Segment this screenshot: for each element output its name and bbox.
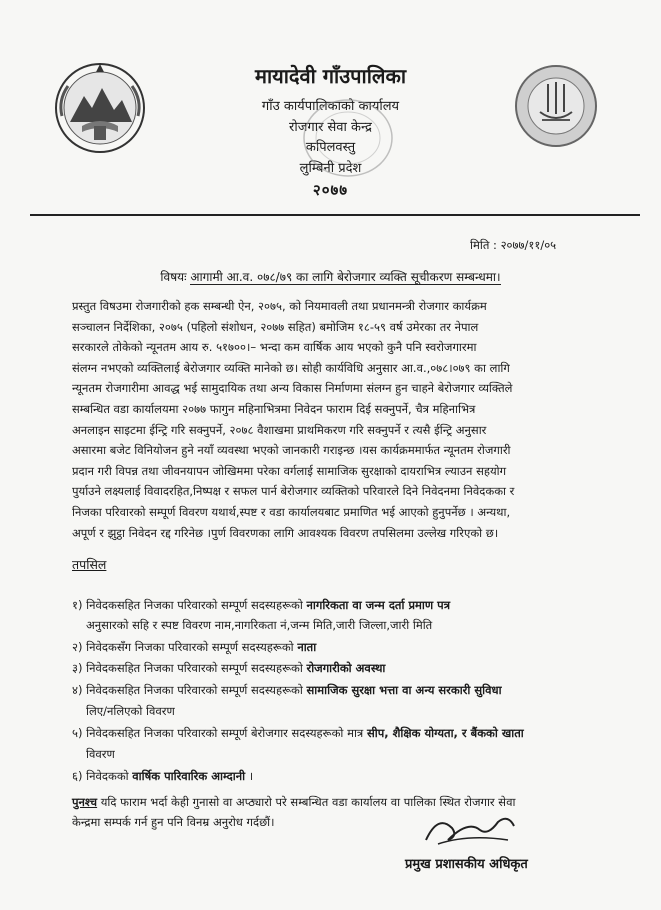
subject-label: विषयः bbox=[160, 270, 187, 284]
municipality-name: मायादेवी गाँउपालिका bbox=[254, 64, 407, 88]
list-item: ४) निवेदकसहित निजका परिवारको सम्पूर्ण सदस्यहरूको सामाजिक सुरक्षा भत्ता वा अन्य सरकारी सुविधा bbox=[72, 683, 502, 697]
subject-line bbox=[0, 268, 661, 285]
body-line: असारमा बजेट विनियोजन हुने नयाँ व्यवस्था भएको जानकारी गराइन्छ ।यस कार्यक्रममार्फत न्यूनतम रोजगारी bbox=[72, 443, 511, 458]
list-item-continuation: अनुसारको सहि र स्पष्ट विवरण नाम,नागरिकता नं,जन्म मिति,जारी जिल्ला,जारी मिति bbox=[86, 618, 433, 632]
list-item: ५) निवेदकसहित निजका परिवारको सम्पूर्ण बेरोजगार सदस्यहरूको मात्र सीप, शैक्षिक योग्यता, र बैंकको खाता bbox=[72, 726, 524, 740]
postscript-label: पुनश्च bbox=[72, 795, 98, 809]
body-line: सञ्चालन निर्देशिका, २०७५ (पहिलो संशोधन, २०७७ सहित) बमोजिम १८-५९ वर्ष उमेरका तर नेपाल bbox=[72, 319, 479, 334]
list-item-continuation: विवरण bbox=[86, 747, 115, 761]
list-item-continuation: लिए/नलिएको विवरण bbox=[86, 704, 175, 718]
body-line: संलग्न नभएको व्यक्तिलाई बेरोजगार व्यक्ति मानेको छ। सोही कार्यविधि अनुसार आ.व.,०७८।०७९ का लागि bbox=[72, 360, 510, 375]
office-name: गाँउ कार्यपालिकाको कार्यालय bbox=[261, 99, 400, 114]
body-line: सरकारले तोकेको न्यूनतम आय रु. ५१७००।– भन्दा कम वार्षिक आय भएको कुनै पनि स्वरोजगारमा bbox=[72, 340, 477, 355]
postscript-line: केन्द्रमा सम्पर्क गर्न हुन पनि विनम्र अनुरोध गर्दछौं। bbox=[72, 815, 275, 829]
center-name: रोजगार सेवा केन्द्र bbox=[289, 120, 372, 135]
place-name: कपिलवस्तु bbox=[305, 140, 356, 155]
body-line: प्रदान गरी विपन्न तथा जीवनयापन जोखिममा परेका वर्गलाई सामाजिक सुरक्षाको दायराभित्र ल्याउन सहयोग bbox=[72, 463, 507, 478]
body-line: पुर्याउने लक्ष्यलाई विवादरहित,निष्पक्ष र सफल पार्न बेरोजगार व्यक्तिको परिवारले दिने निवेदनमा निवेदकका र bbox=[72, 484, 515, 499]
annex-title: तपसिल bbox=[72, 557, 107, 572]
letter-date: मिति : २०७७/११/०५ bbox=[470, 238, 557, 252]
body-line: न्यूनतम रोजगारीमा आवद्ध भई सामुदायिक तथा अन्य विकास निर्माणमा संलग्न हुन चाहने बेरोजगार व्यक्तिले bbox=[72, 381, 513, 396]
subject-text: आगामी आ.व. ०७८/७९ का लागि बेरोजगार व्यक्ति सूचीकरण सम्बन्धमा। bbox=[190, 270, 501, 284]
header-divider bbox=[30, 214, 640, 216]
body-line: अनलाइन साइटमा ईन्ट्रि गरि सक्नुपर्ने, २०७८ वैशाखमा प्राथमिकरण गरि सक्नुपर्ने र त्यसै ईन्ट्रि अनुसार bbox=[72, 422, 487, 437]
body-line: सम्बन्धित वडा कार्यालयमा २०७७ फागुन महिनाभित्रमा निवेदन फाराम दिई सक्नुपर्ने, चैत्र महिनाभित्र bbox=[72, 401, 476, 416]
body-line: प्रस्तुत विषउमा रोजगारीको हक सम्बन्धी ऐन, २०७५, को नियमावली तथा प्रधानमन्त्री रोजगार कार्यक्रम bbox=[72, 299, 487, 313]
header-year: २०७७ bbox=[312, 181, 349, 199]
body-line: अपूर्ण र झुट्ठा निवेदन रद्द गरिनेछ ।पुर्ण विवरणका लागि आवश्यक विवरण तपसिलमा उल्लेख गरिएको छ। bbox=[72, 525, 499, 540]
list-item: ३) निवेदकसहित निजका परिवारको सम्पूर्ण सदस्यहरूको रोजगारीको अवस्था bbox=[72, 661, 386, 675]
office-stamp bbox=[300, 96, 396, 180]
body-line: निजका परिवारको सम्पूर्ण विवरण यथार्थ,स्पष्ट र वडा कार्यालयबाट प्रमाणित भई आएको हुनुपर्नेछ । अन्यथा, bbox=[72, 504, 511, 519]
postscript-line: यदि फाराम भर्दा केही गुनासो वा अप्ठ्यारो परे सम्बन्धित वडा कार्यालय वा पालिका स्थित रोजगार सेवा bbox=[97, 795, 516, 809]
handwritten-signature bbox=[418, 810, 528, 850]
list-item: १) निवेदकसहित निजका परिवारको सम्पूर्ण सदस्यहरूको नागरिकता वा जन्म दर्ता प्रमाण पत्र bbox=[72, 598, 451, 612]
province-name: लुम्बिनी प्रदेश bbox=[299, 161, 362, 176]
signatory-title: प्रमुख प्रशासकीय अधिकृत bbox=[405, 857, 528, 872]
list-item: २) निवेदकसँग निजका परिवारको सम्पूर्ण सदस्यहरूको नाता bbox=[72, 640, 317, 654]
body-paragraph bbox=[72, 296, 582, 543]
list-item: ६) निवेदकको वार्षिक पारिवारिक आम्दानी । bbox=[72, 769, 254, 783]
